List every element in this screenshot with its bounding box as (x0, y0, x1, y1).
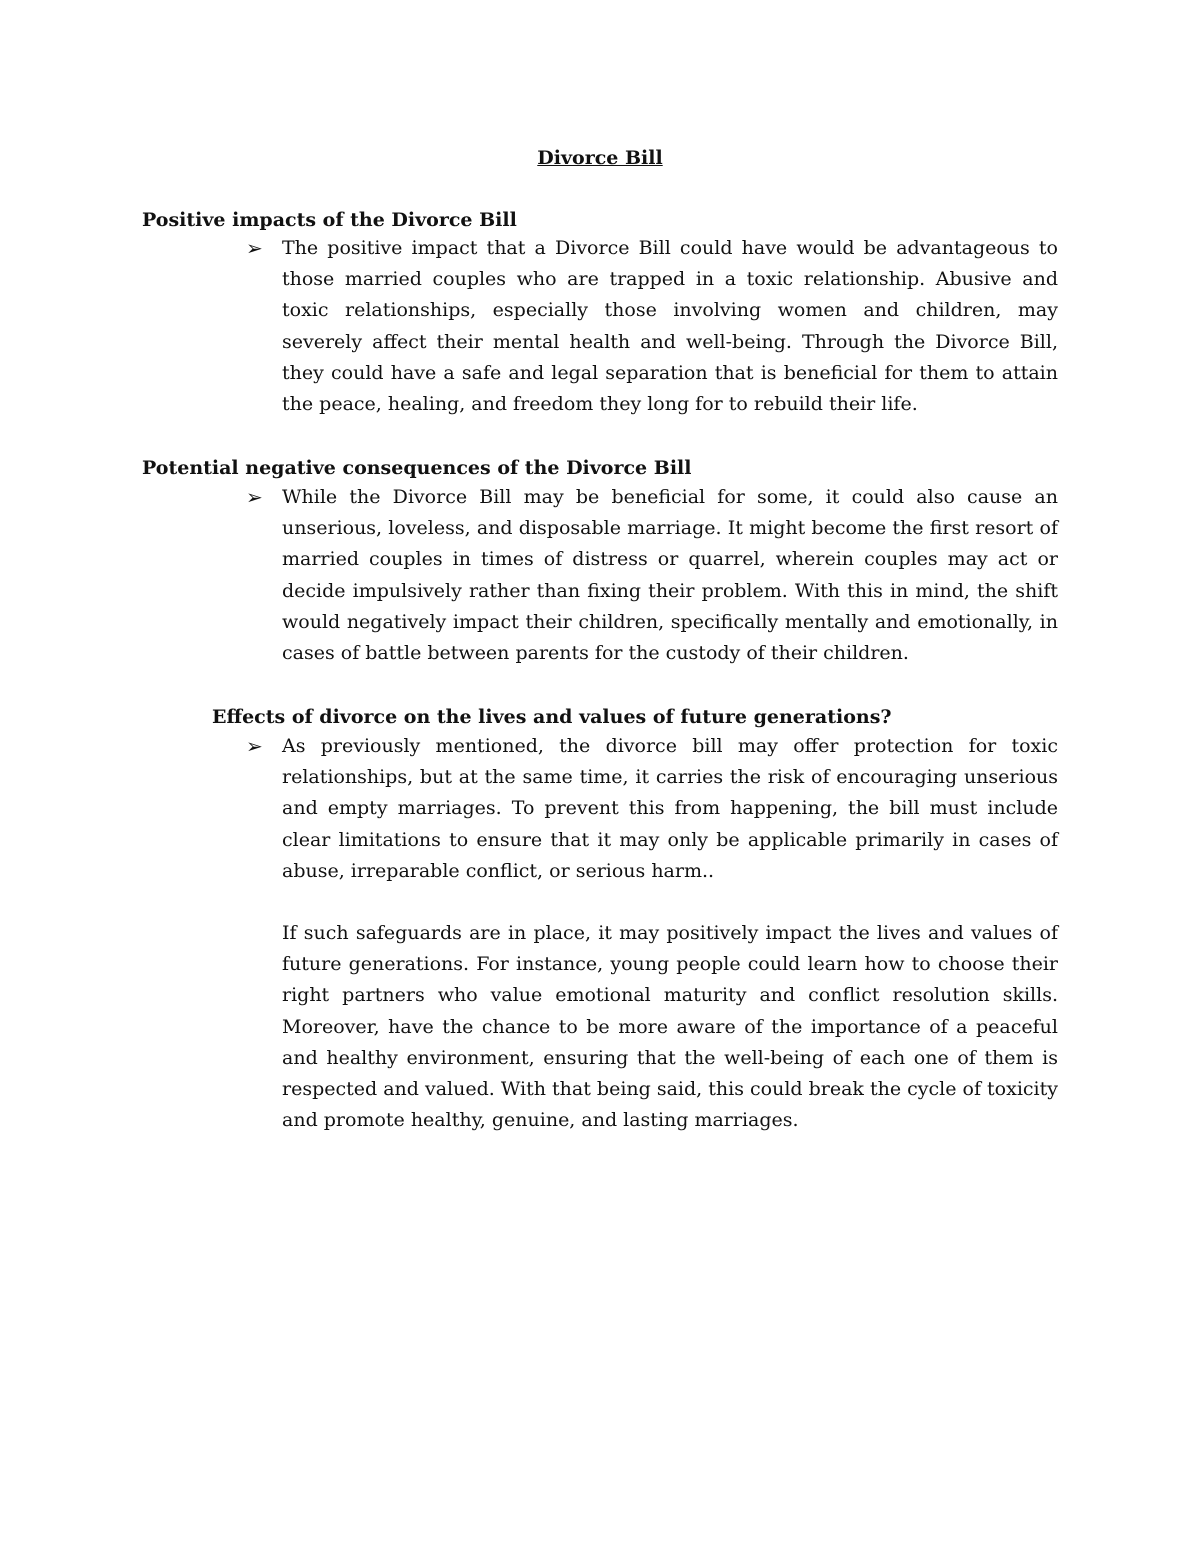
section-heading-negative-consequences: Potential negative consequences of the Divorce Bill (142, 457, 692, 479)
section-body-positive-impacts (282, 233, 1058, 420)
section-heading-future-generations: Effects of divorce on the lives and values of future generations? (212, 706, 892, 728)
section-body-future-generations-continued (282, 918, 1058, 1136)
section-body-negative-consequences (282, 482, 1058, 669)
document-title: Divorce Bill (537, 147, 663, 169)
paragraph: The positive impact that a Divorce Bill could have would be advantageous to those married couples who are trapped in a toxic relationship. Abusive and toxic relationships, especially those involving women and children, may severely affect their mental health and well-being. Through the Divorce Bill, they could have a safe and legal separation that is beneficial for them to attain the peace, healing, and freedom they long for to rebuild their life. (282, 237, 1058, 416)
paragraph: If such safeguards are in place, it may positively impact the lives and values of future generations. For instance, young people could learn how to choose their right partners who value emotional maturity and conflict resolution skills. Moreover, have the chance to be more aware of the importance of a peaceful and healthy environment, ensuring that the well-being of each one of them is respected and valued. With that being said, this could break the cycle of toxicity and promote healthy, genuine, and lasting marriages. (282, 922, 1058, 1132)
bullet-arrow-icon: ➢ (246, 485, 263, 509)
bullet-arrow-icon: ➢ (246, 236, 263, 260)
section-heading-positive-impacts: Positive impacts of the Divorce Bill (142, 209, 517, 231)
paragraph: While the Divorce Bill may be beneficial for some, it could also cause an unserious, loveless, and disposable marriage. It might become the first resort of married couples in times of distress or quarrel, wherein couples may act or decide impulsively rather than fixing their problem. With this in mind, the shift would negatively impact their children, specifically mentally and emotionally, in cases of battle between parents for the custody of their children. (282, 486, 1058, 665)
bullet-arrow-icon: ➢ (246, 734, 263, 758)
paragraph: As previously mentioned, the divorce bill may offer protection for toxic relationships, but at the same time, it carries the risk of encouraging unserious and empty marriages. To prevent this from happening, the bill must include clear limitations to ensure that it may only be applicable primarily in cases of abuse, irreparable conflict, or serious harm.. (282, 735, 1058, 882)
section-body-future-generations (282, 731, 1058, 887)
